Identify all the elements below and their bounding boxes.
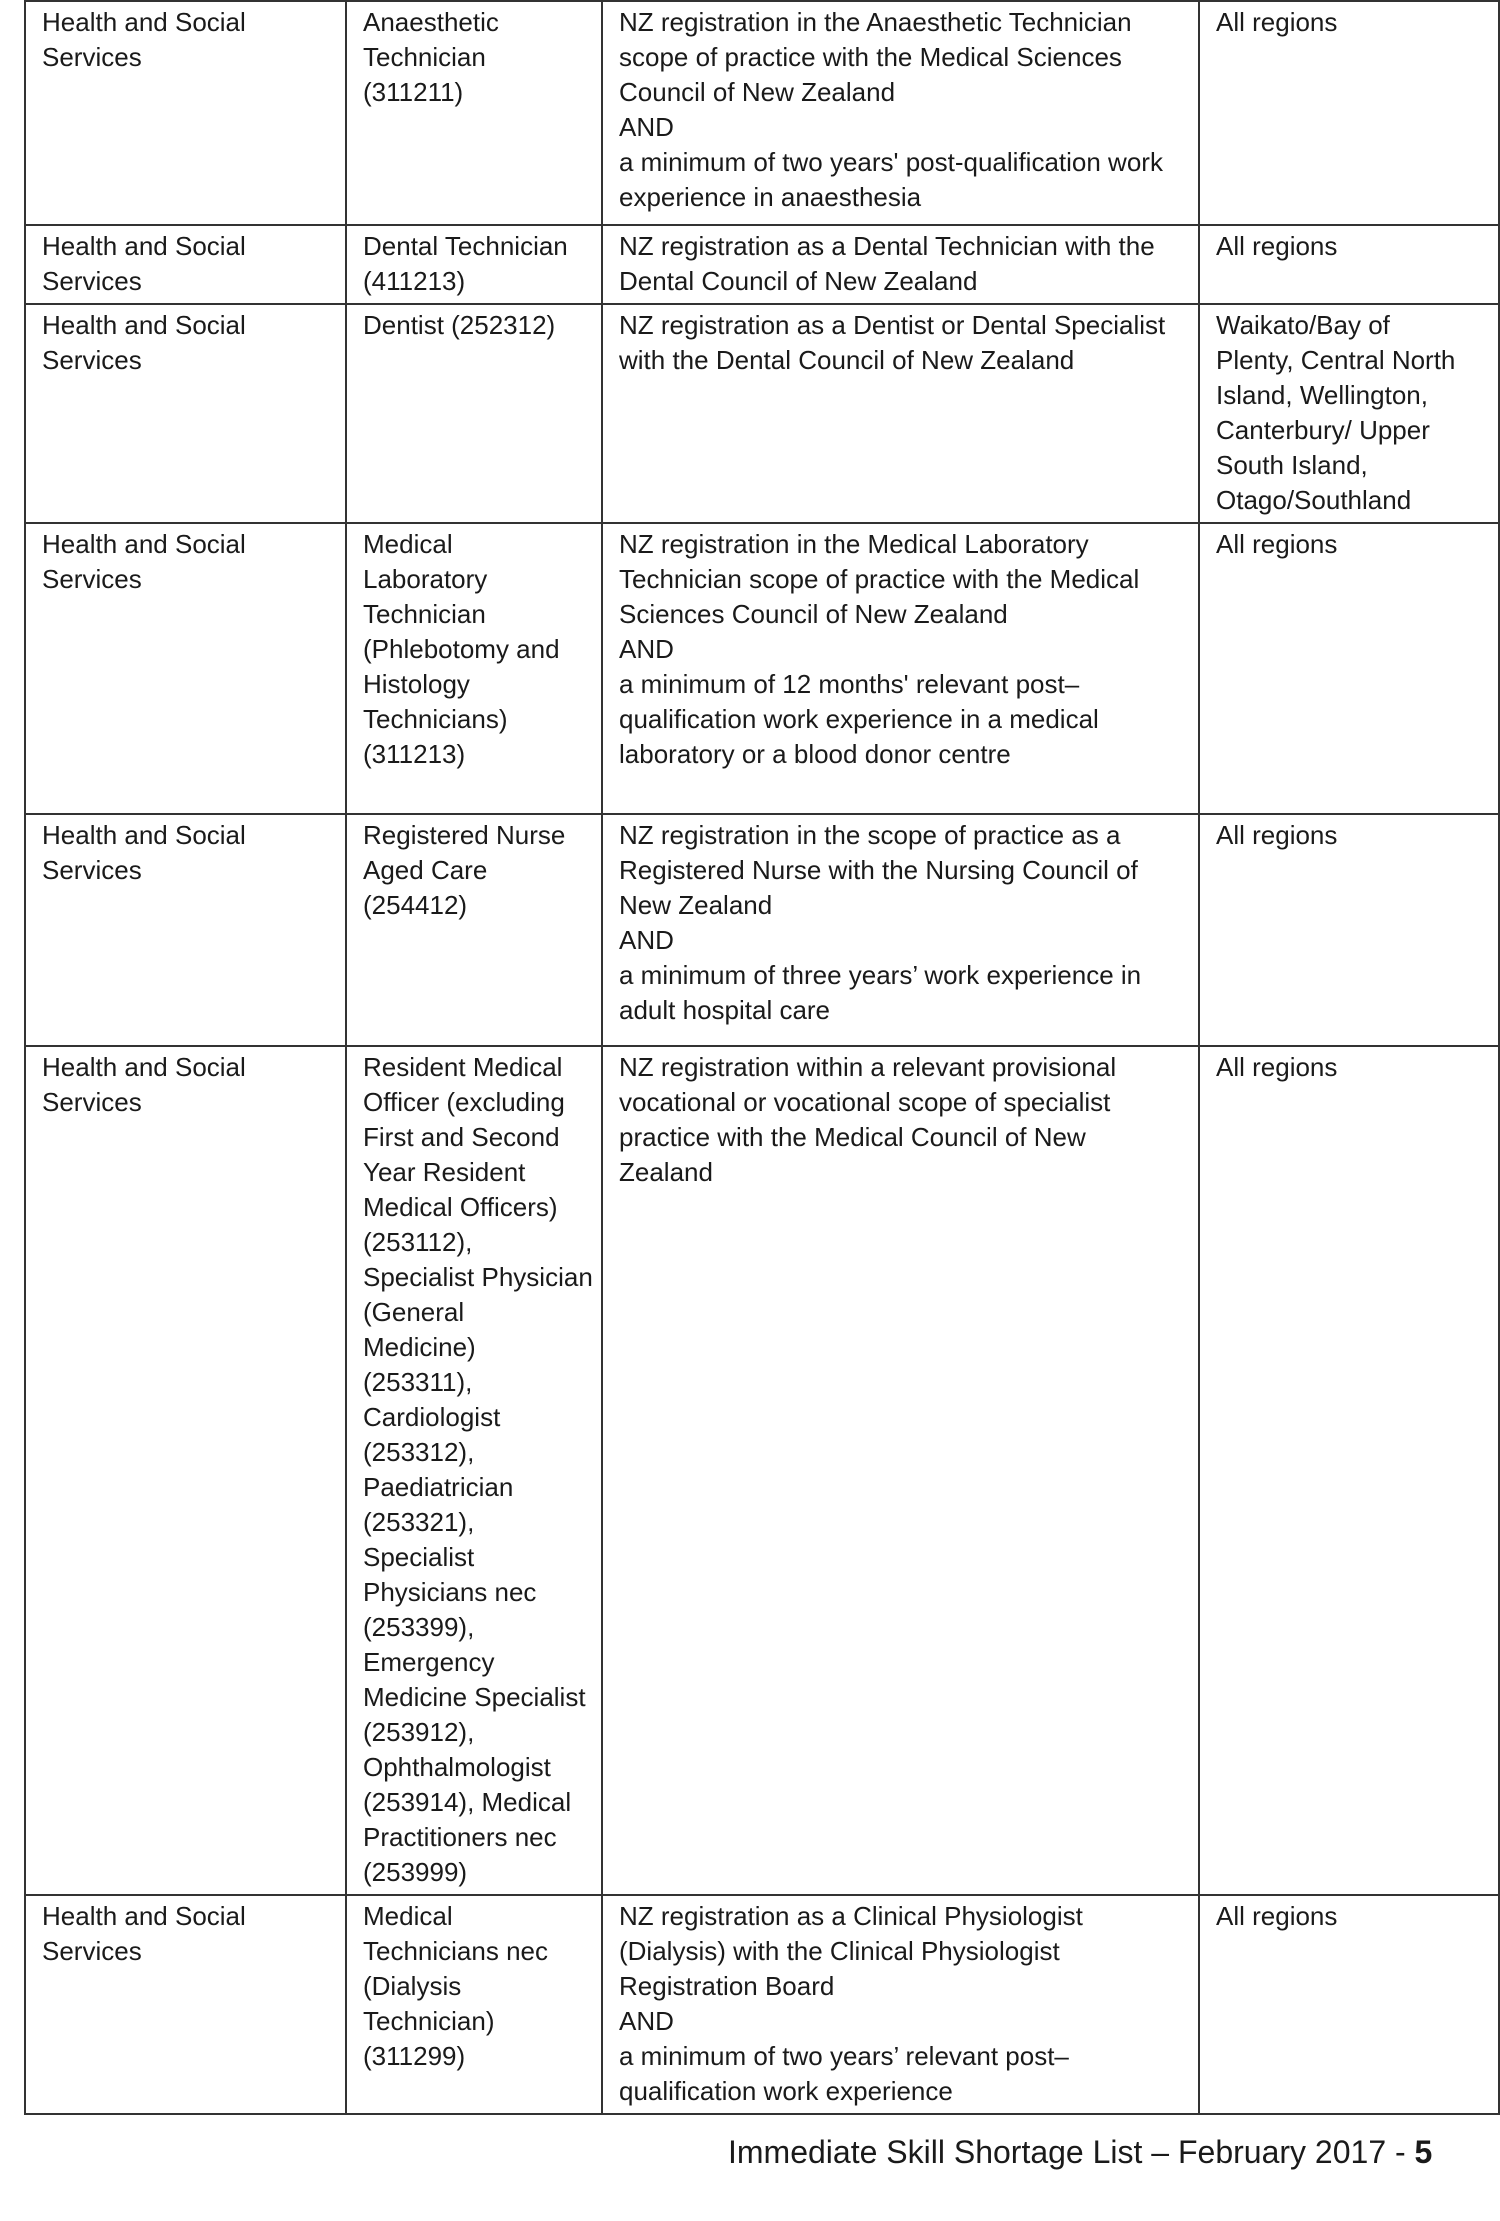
cell-text-line: Dental Technician [363, 231, 568, 261]
cell-text-line: Physicians nec [363, 1577, 537, 1607]
cell-text-line: practice with the Medical Council of New [619, 1122, 1086, 1152]
sector-cell [25, 304, 346, 523]
cell-text-line: Plenty, Central North [1216, 345, 1456, 375]
cell-text-line: Health and Social [42, 7, 246, 37]
cell-text-line: NZ registration in the Medical Laboratory [619, 529, 1089, 559]
cell-text-line: Services [42, 345, 142, 375]
cell-text-line: Health and Social [42, 1052, 246, 1082]
cell-text-line: Specialist Physician [363, 1262, 593, 1292]
cell-text-line: Services [42, 564, 142, 594]
cell-text-line: (253311), [363, 1367, 473, 1397]
cell-text-line: Health and Social [42, 820, 246, 850]
occupation-cell [346, 225, 602, 304]
cell-text-line: (Phlebotomy and [363, 634, 560, 664]
cell-text-line: NZ registration as a Clinical Physiologist [619, 1901, 1083, 1931]
cell-text-line: a minimum of three years’ work experience in [619, 960, 1142, 990]
cell-text-line: (253312), [363, 1437, 475, 1467]
cell-text-line: AND [619, 634, 674, 664]
sector-cell [25, 1046, 346, 1895]
sector-cell [25, 814, 346, 1046]
cell-text-line: (311299) [363, 2041, 466, 2071]
cell-text-line: laboratory or a blood donor centre [619, 739, 1011, 769]
cell-text-line: vocational or vocational scope of specialist [619, 1087, 1111, 1117]
occupation-cell [346, 1895, 602, 2114]
cell-text-line: Registered Nurse with the Nursing Council of [619, 855, 1138, 885]
table-row [25, 1895, 1499, 2114]
cell-text-line: Health and Social [42, 529, 246, 559]
requirement-cell [602, 1895, 1199, 2114]
requirement-cell [602, 814, 1199, 1046]
cell-text-line: scope of practice with the Medical Sciences [619, 42, 1122, 72]
cell-text-line: Waikato/Bay of [1216, 310, 1390, 340]
cell-text-line: South Island, [1216, 450, 1368, 480]
table-row [25, 225, 1499, 304]
cell-text-line: Services [42, 855, 142, 885]
cell-text-line: (253321), [363, 1507, 475, 1537]
cell-text-line: (411213) [363, 266, 466, 296]
cell-text-line: NZ registration within a relevant provisional [619, 1052, 1117, 1082]
cell-text-line: with the Dental Council of New Zealand [619, 345, 1075, 375]
cell-text-line: Technicians) [363, 704, 508, 734]
cell-text-line: Ophthalmologist [363, 1752, 551, 1782]
cell-text-line: (254412) [363, 890, 468, 920]
cell-text-line: All regions [1216, 529, 1338, 559]
sector-cell [25, 1, 346, 225]
requirement-cell [602, 1046, 1199, 1895]
cell-text-line: Dental Council of New Zealand [619, 266, 978, 296]
requirement-cell [602, 523, 1199, 814]
cell-text-line: AND [619, 925, 674, 955]
cell-text-line: Laboratory [363, 564, 488, 594]
cell-text-line: Services [42, 42, 142, 72]
footer-title: Immediate Skill Shortage List – February 2017 - [728, 2134, 1406, 2170]
regions-cell [1199, 1895, 1499, 2114]
cell-text-line: Technician scope of practice with the Medical [619, 564, 1140, 594]
cell-text-line: New Zealand [619, 890, 773, 920]
cell-text-line: Health and Social [42, 231, 246, 261]
cell-text-line: (Dialysis) with the Clinical Physiologist [619, 1936, 1060, 1966]
cell-text-line: Emergency [363, 1647, 495, 1677]
cell-text-line: Services [42, 1936, 142, 1966]
table-row [25, 304, 1499, 523]
table-body [25, 1, 1499, 2114]
cell-text-line: Cardiologist [363, 1402, 501, 1432]
cell-text-line: a minimum of two years’ relevant post– [619, 2041, 1069, 2071]
cell-text-line: Council of New Zealand [619, 77, 896, 107]
cell-text-line: Medical Officers) [363, 1192, 558, 1222]
cell-text-line: a minimum of 12 months' relevant post– [619, 669, 1080, 699]
cell-text-line: qualification work experience in a medical [619, 704, 1099, 734]
table-row [25, 523, 1499, 814]
cell-text-line: (General [363, 1297, 465, 1327]
cell-text-line: (311211) [363, 77, 464, 107]
cell-text-line: Canterbury/ Upper [1216, 415, 1430, 445]
cell-text-line: Year Resident [363, 1157, 526, 1187]
cell-text-line: NZ registration as a Dentist or Dental Specialist [619, 310, 1166, 340]
cell-text-line: NZ registration in the Anaesthetic Technician [619, 7, 1132, 37]
occupation-cell [346, 814, 602, 1046]
cell-text-line: Zealand [619, 1157, 713, 1187]
page-footer [728, 2132, 1432, 2172]
cell-text-line: Otago/Southland [1216, 485, 1412, 515]
page-number: 5 [1414, 2134, 1433, 2170]
cell-text-line: All regions [1216, 1052, 1338, 1082]
cell-text-line: Island, Wellington, [1216, 380, 1428, 410]
requirement-cell [602, 1, 1199, 225]
table-row [25, 814, 1499, 1046]
cell-text-line: Paediatrician [363, 1472, 514, 1502]
regions-cell [1199, 304, 1499, 523]
occupation-cell [346, 1046, 602, 1895]
cell-text-line: Health and Social [42, 310, 246, 340]
cell-text-line: Aged Care [363, 855, 488, 885]
cell-text-line: (253399), [363, 1612, 475, 1642]
cell-text-line: AND [619, 2006, 674, 2036]
cell-text-line: Technicians nec [363, 1936, 548, 1966]
cell-text-line: Resident Medical [363, 1052, 563, 1082]
cell-text-line: Officer (excluding [363, 1087, 565, 1117]
cell-text-line: NZ registration in the scope of practice as a [619, 820, 1121, 850]
cell-text-line: Medicine) [363, 1332, 476, 1362]
cell-text-line: Medical [363, 529, 453, 559]
cell-text-line: All regions [1216, 7, 1338, 37]
requirement-cell [602, 304, 1199, 523]
regions-cell [1199, 1046, 1499, 1895]
cell-text-line: Sciences Council of New Zealand [619, 599, 1008, 629]
cell-text-line: NZ registration as a Dental Technician with the [619, 231, 1155, 261]
cell-text-line: Services [42, 266, 142, 296]
regions-cell [1199, 1, 1499, 225]
sector-cell [25, 1895, 346, 2114]
cell-text-line: Practitioners nec [363, 1822, 557, 1852]
cell-text-line: Technician) [363, 2006, 495, 2036]
cell-text-line: AND [619, 112, 674, 142]
cell-text-line: adult hospital care [619, 995, 831, 1025]
cell-text-line: Specialist [363, 1542, 475, 1572]
cell-text-line: Histology [363, 669, 470, 699]
cell-text-line: All regions [1216, 820, 1338, 850]
cell-text-line: (Dialysis [363, 1971, 462, 2001]
cell-text-line: Medicine Specialist [363, 1682, 586, 1712]
sector-cell [25, 225, 346, 304]
table-row [25, 1, 1499, 225]
cell-text-line: All regions [1216, 231, 1338, 261]
cell-text-line: Technician [363, 42, 486, 72]
cell-text-line: Registration Board [619, 1971, 835, 2001]
occupation-cell [346, 304, 602, 523]
cell-text-line: Registered Nurse [363, 820, 566, 850]
cell-text-line: (311213) [363, 739, 466, 769]
requirement-cell [602, 225, 1199, 304]
cell-text-line: Health and Social [42, 1901, 246, 1931]
cell-text-line: (253112), [363, 1227, 473, 1257]
cell-text-line: Medical [363, 1901, 453, 1931]
cell-text-line: Dentist (252312) [363, 310, 556, 340]
skill-shortage-table [24, 0, 1500, 2115]
occupation-cell [346, 1, 602, 225]
cell-text-line: a minimum of two years' post-qualification work [619, 147, 1163, 177]
cell-text-line: Services [42, 1087, 142, 1117]
cell-text-line: First and Second [363, 1122, 560, 1152]
cell-text-line: (253912), [363, 1717, 475, 1747]
occupation-cell [346, 523, 602, 814]
cell-text-line: qualification work experience [619, 2076, 953, 2106]
cell-text-line: All regions [1216, 1901, 1338, 1931]
table-row [25, 1046, 1499, 1895]
cell-text-line: experience in anaesthesia [619, 182, 922, 212]
regions-cell [1199, 523, 1499, 814]
cell-text-line: Anaesthetic [363, 7, 499, 37]
cell-text-line: (253999) [363, 1857, 468, 1887]
cell-text-line: (253914), Medical [363, 1787, 572, 1817]
regions-cell [1199, 814, 1499, 1046]
cell-text-line: Technician [363, 599, 486, 629]
sector-cell [25, 523, 346, 814]
regions-cell [1199, 225, 1499, 304]
